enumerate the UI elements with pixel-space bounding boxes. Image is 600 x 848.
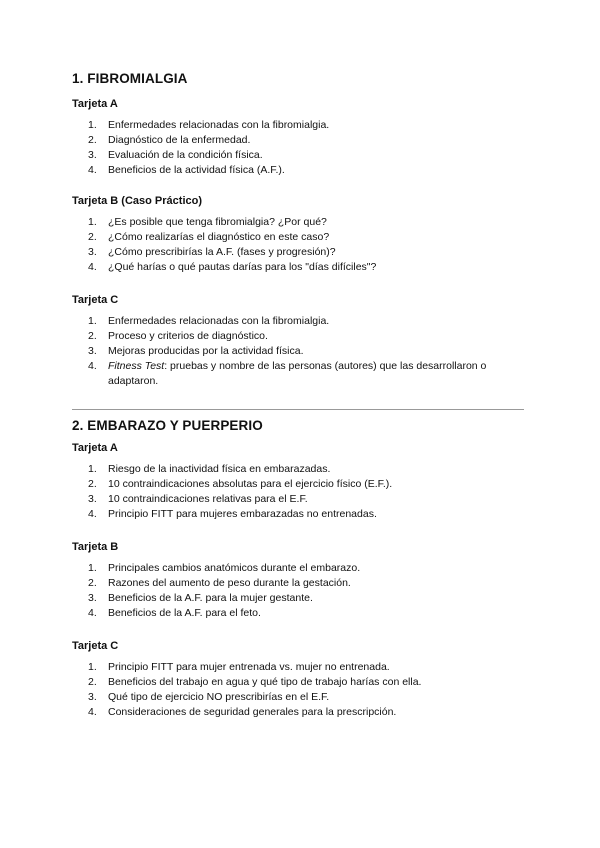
list-item: 4. Fitness Test: pruebas y nombre de las personas (autores) que las desarrollaron o adaptaron. — [88, 360, 487, 387]
list-item: 1. Principales cambios anatómicos durante el embarazo. — [88, 562, 361, 574]
section-title: 1. FIBROMIALGIA — [72, 71, 188, 86]
list-item: 2. Proceso y criterios de diagnóstico. — [88, 330, 268, 342]
card-title: Tarjeta A — [72, 442, 118, 454]
fitness-test-term: Fitness Test — [108, 360, 165, 372]
section-embarazo — [72, 417, 532, 720]
list-item: 3. Mejoras producidas por la actividad física. — [88, 345, 304, 357]
card-title: Tarjeta B (Caso Práctico) — [72, 195, 203, 207]
list-item: 2. ¿Cómo realizarías el diagnóstico en este caso? — [88, 231, 330, 243]
card-tarjeta-c — [72, 293, 532, 389]
list-item: 2. Diagnóstico de la enfermedad. — [88, 134, 251, 146]
list-item: 3. Beneficios de la A.F. para la mujer gestante. — [88, 592, 313, 604]
list-item: 4. Beneficios de la actividad física (A.F.). — [88, 164, 285, 176]
section-fibromialgia — [72, 70, 532, 389]
card-list — [72, 462, 532, 522]
list-item: 4. Beneficios de la A.F. para el feto. — [88, 607, 261, 619]
card-title: Tarjeta C — [72, 640, 119, 652]
card-list — [72, 561, 532, 621]
card-list — [72, 215, 532, 275]
card-title: Tarjeta B — [72, 541, 119, 553]
card-list — [72, 118, 532, 178]
list-item: 1. Enfermedades relacionadas con la fibromialgia. — [88, 315, 330, 327]
section-divider — [72, 409, 524, 410]
list-item: 1. Riesgo de la inactividad física en embarazadas. — [88, 463, 331, 475]
list-item: 3. Qué tipo de ejercicio NO prescribirías en el E.F. — [88, 691, 330, 703]
card-tarjeta-a — [72, 97, 532, 178]
card-list — [72, 660, 532, 720]
list-item: 4. ¿Qué harías o qué pautas darías para los "días difíciles"? — [88, 261, 377, 273]
card-title: Tarjeta A — [72, 98, 118, 110]
list-item: 2. 10 contraindicaciones absolutas para el ejercicio físico (E.F.). — [88, 478, 393, 490]
list-item: 4. Consideraciones de seguridad generales para la prescripción. — [88, 706, 397, 718]
list-item: 2. Razones del aumento de peso durante la gestación. — [88, 577, 351, 589]
list-item: 3. Evaluación de la condición física. — [88, 149, 263, 161]
card-list — [72, 314, 532, 389]
list-item: 1. Principio FITT para mujer entrenada vs. mujer no entrenada. — [88, 661, 390, 673]
card-tarjeta-b — [72, 194, 532, 275]
card-tarjeta-a — [72, 441, 532, 522]
list-item: 1. ¿Es posible que tenga fibromialgia? ¿Por qué? — [88, 216, 327, 228]
list-item: 3. 10 contraindicaciones relativas para el E.F. — [88, 493, 308, 505]
list-item: 4. Principio FITT para mujeres embarazadas no entrenadas. — [88, 508, 377, 520]
card-title: Tarjeta C — [72, 294, 119, 306]
section-title: 2. EMBARAZO Y PUERPERIO — [72, 418, 263, 433]
card-tarjeta-c — [72, 639, 532, 720]
list-item: 3. ¿Cómo prescribirías la A.F. (fases y progresión)? — [88, 246, 336, 258]
list-item: 2. Beneficios del trabajo en agua y qué tipo de trabajo harías con ella. — [88, 676, 422, 688]
list-item: 1. Enfermedades relacionadas con la fibromialgia. — [88, 119, 330, 131]
card-tarjeta-b — [72, 540, 532, 621]
